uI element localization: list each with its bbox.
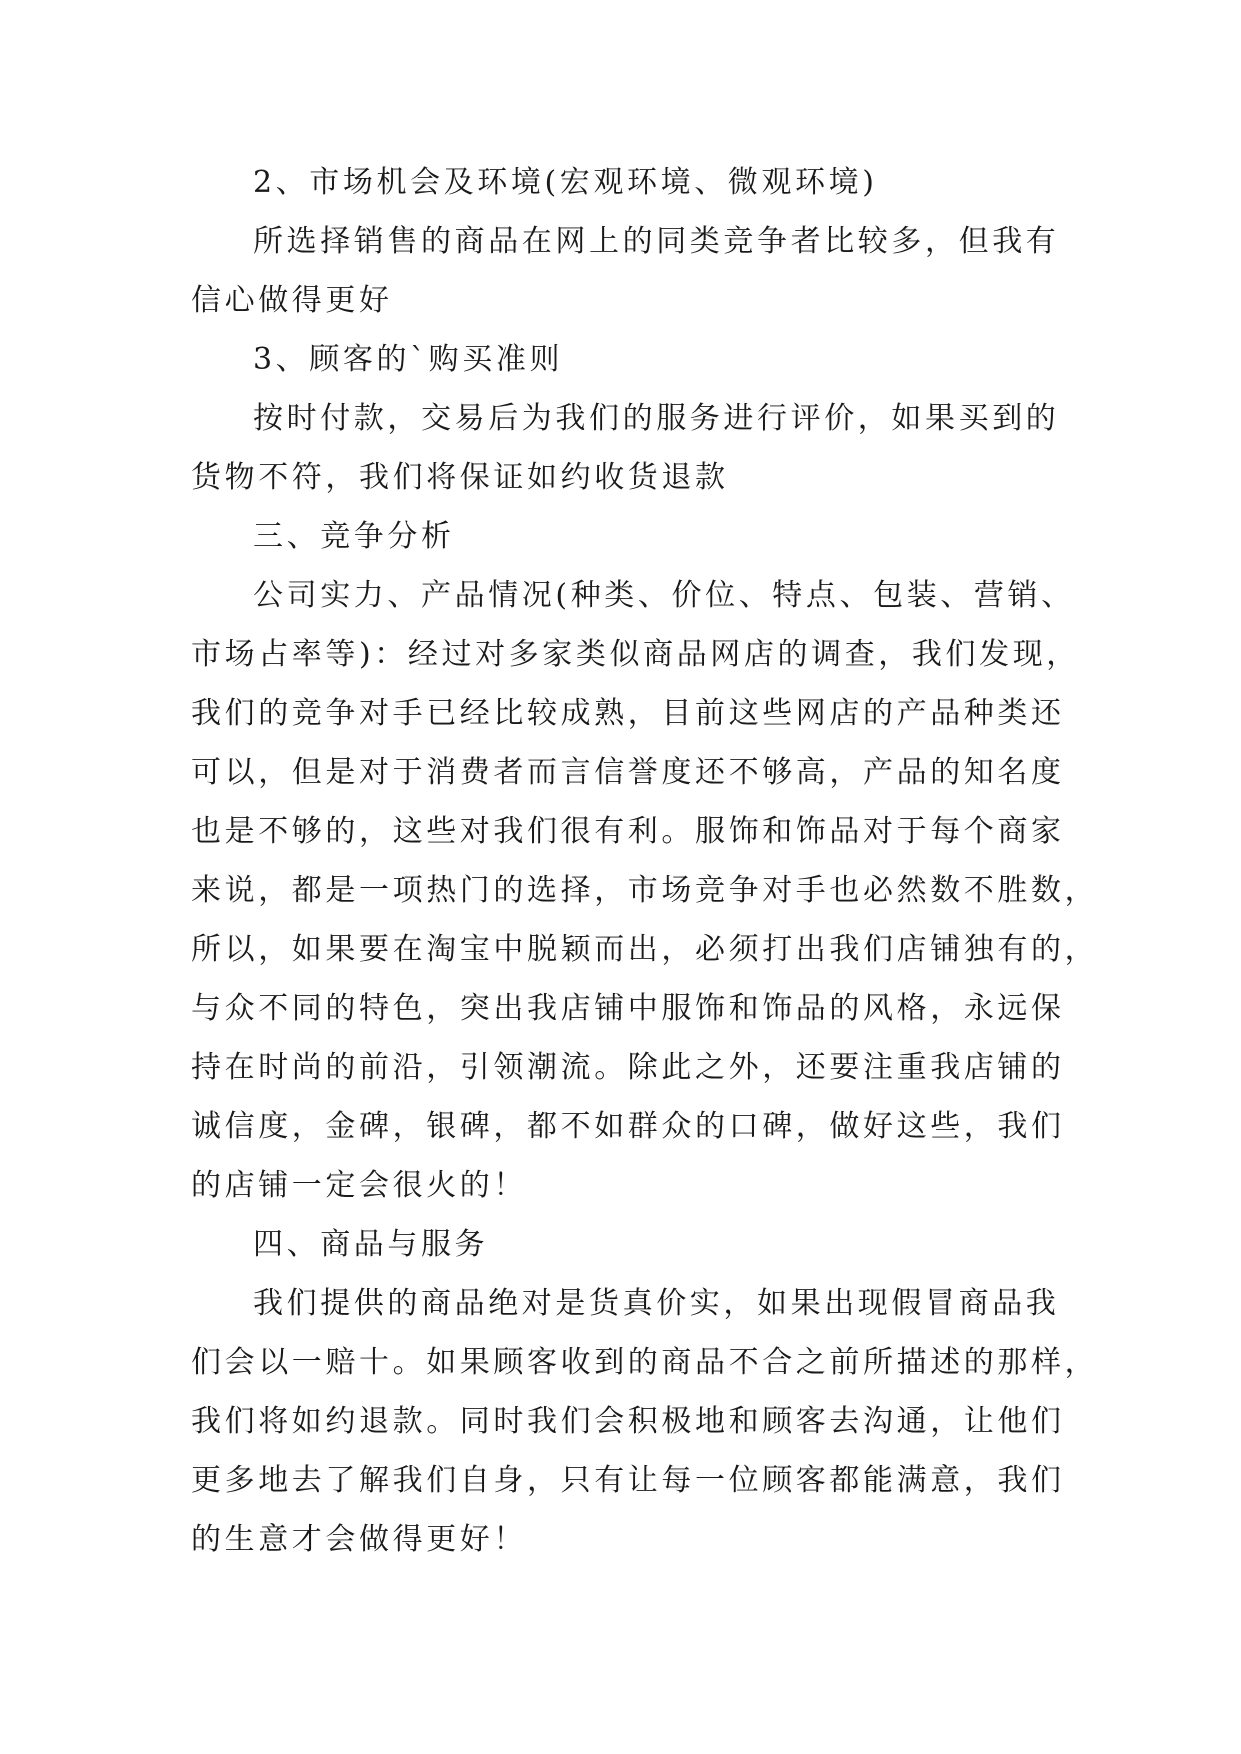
paragraph-line: 市场占率等)：经过对多家类似商品网店的调查，我们发现， [191,637,1080,672]
paragraph-line: 我们提供的商品绝对是货真价实，如果出现假冒商品我 [253,1286,1060,1321]
paragraph-line: 我们将如约退款。同时我们会积极地和顾客去沟通，让他们 [191,1404,1065,1439]
paragraph-line: 也是不够的，这些对我们很有利。服饰和饰品对于每个商家 [191,814,1065,849]
paragraph-line: 与众不同的特色，突出我店铺中服饰和饰品的风格，永远保 [191,991,1065,1026]
competition-analysis-heading: 三、竞争分析 [253,519,455,554]
paragraph-line: 们会以一赔十。如果顾客收到的商品不合之前所描述的那样， [191,1345,1099,1380]
paragraph-line: 货物不符，我们将保证如约收货退款 [191,460,729,495]
paragraph-line: 可以，但是对于消费者而言信誉度还不够高，产品的知名度 [191,755,1065,790]
paragraph-line: 来说，都是一项热门的选择，市场竞争对手也必然数不胜数， [191,873,1099,908]
products-services-heading: 四、商品与服务 [253,1227,489,1262]
market-environment-heading: 2、市场机会及环境(宏观环境、微观环境) [253,165,878,200]
paragraph-line: 诚信度，金碑，银碑，都不如群众的口碑，做好这些，我们 [191,1109,1065,1144]
paragraph-line: 的生意才会做得更好！ [191,1522,527,1557]
paragraph-line: 持在时尚的前沿，引领潮流。除此之外，还要注重我店铺的 [191,1050,1065,1085]
paragraph-line: 所选择销售的商品在网上的同类竞争者比较多，但我有 [253,224,1060,259]
paragraph-line: 按时付款，交易后为我们的服务进行评价，如果买到的 [253,401,1060,436]
paragraph-line: 更多地去了解我们自身，只有让每一位顾客都能满意，我们 [191,1463,1065,1498]
paragraph-line: 的店铺一定会很火的！ [191,1168,527,1203]
paragraph-line: 信心做得更好 [191,283,393,318]
paragraph-line: 我们的竞争对手已经比较成熟，目前这些网店的产品种类还 [191,696,1065,731]
paragraph-line: 公司实力、产品情况(种类、价位、特点、包装、营销、 [253,578,1075,613]
paragraph-line: 所以，如果要在淘宝中脱颖而出，必须打出我们店铺独有的， [191,932,1099,967]
customer-criteria-heading: 3、顾客的`购买准则 [253,342,564,377]
